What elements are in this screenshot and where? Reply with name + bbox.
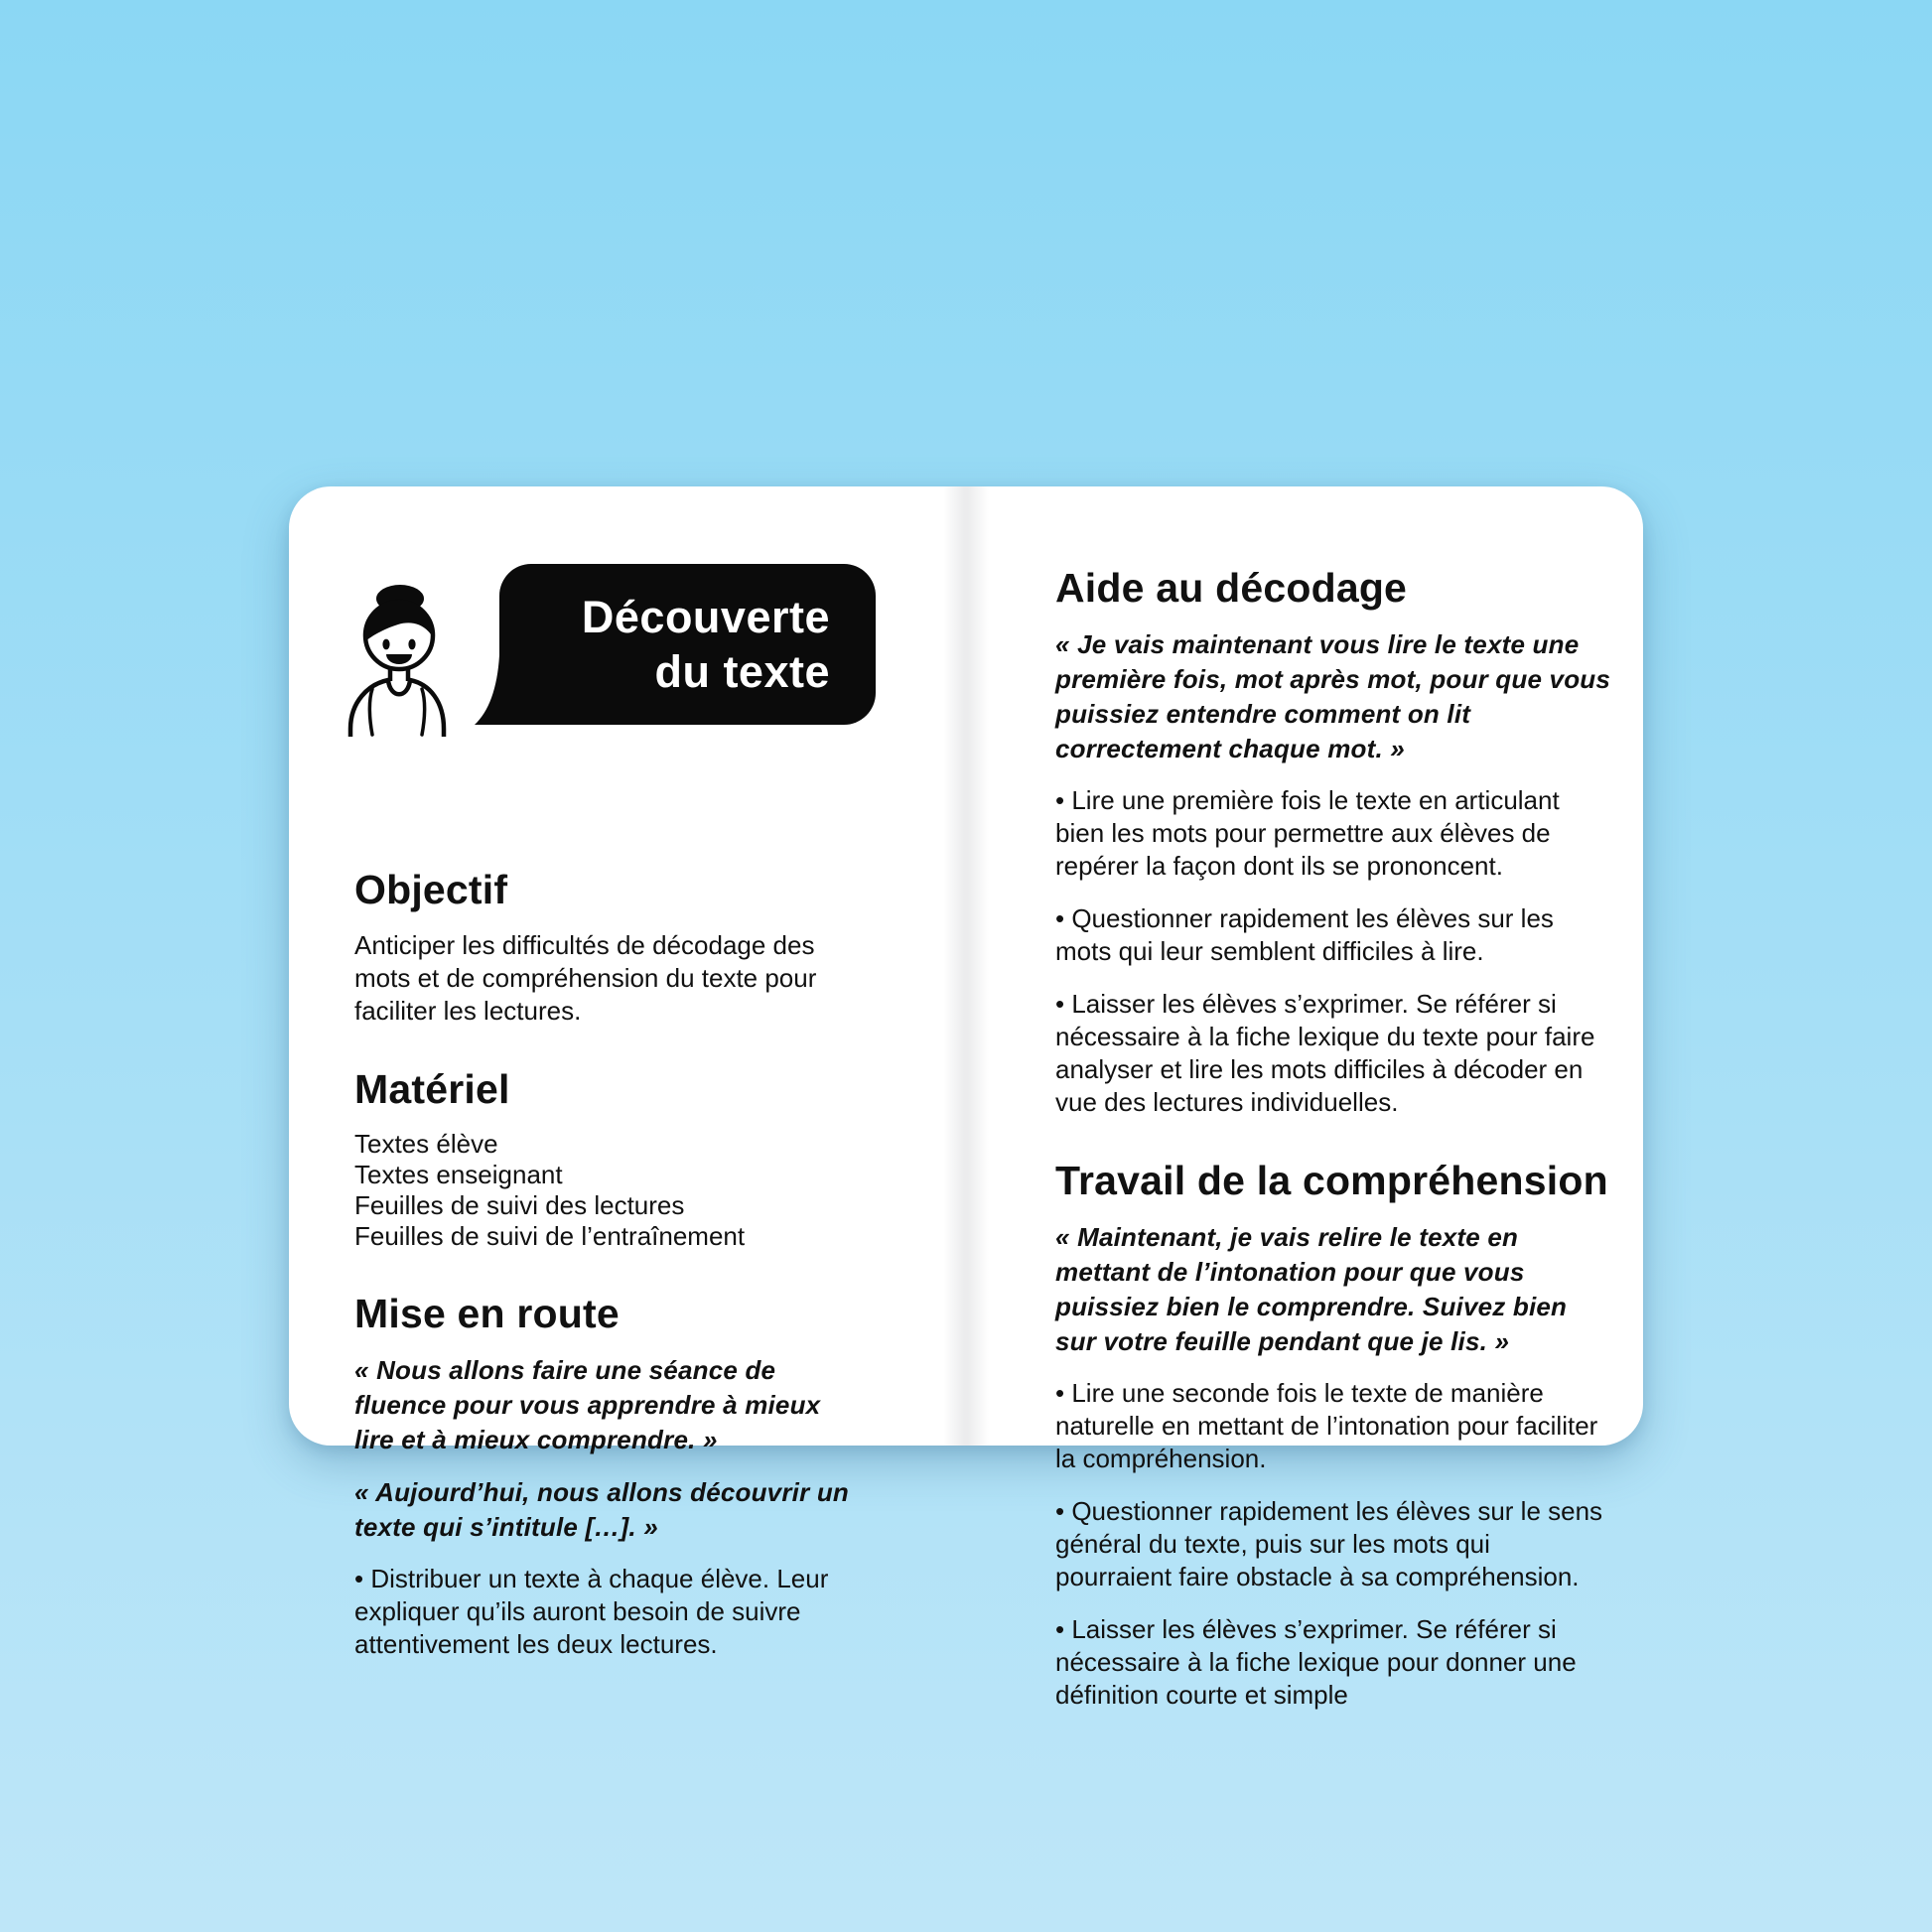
instruction-bullet: • Lire une première fois le texte en articulant bien les mots pour permettre aux élèves de repérer la façon dont ils se prononcent. <box>1055 785 1560 881</box>
speech-bubble-tail-icon <box>475 655 499 725</box>
instruction-bullet: • Laisser les élèves s’exprimer. Se référer si nécessaire à la fiche lexique du texte pour faire analyser et lire les mots difficiles à décoder en vue des lectures individuelles. <box>1055 989 1595 1117</box>
right-page <box>1055 564 1611 1731</box>
materiel-item: Feuilles de suivi de l’entraînement <box>354 1221 746 1251</box>
materiel-item: Textes enseignant <box>354 1160 563 1189</box>
left-page <box>354 564 859 1681</box>
mise-en-route-heading: Mise en route <box>354 1291 620 1336</box>
aide-decodage-heading: Aide au décodage <box>1055 565 1408 611</box>
teacher-script-quote: « Maintenant, je vais relire le texte en mettant de l’intonation pour que vous puissiez bien le comprendre. Suivez bien sur votre feuille pendant que je lis. » <box>1055 1222 1568 1356</box>
book-spread <box>289 486 1643 1710</box>
lesson-header <box>354 564 859 828</box>
lesson-title <box>582 590 830 699</box>
materiel-heading: Matériel <box>354 1066 510 1112</box>
teacher-script-quote: « Nous allons faire une séance de fluence pour vous apprendre à mieux lire et à mieux comprendre. » <box>354 1355 821 1454</box>
materiel-list <box>354 1129 859 1252</box>
lesson-title-line1: Découverte <box>581 592 830 642</box>
teacher-script-quote: « Aujourd’hui, nous allons découvrir un texte qui s’intitule […]. » <box>354 1477 849 1542</box>
materiel-item: Textes élève <box>354 1129 498 1159</box>
objectif-text: Anticiper les difficultés de décodage des mots et de compréhension du texte pour faciliter les lectures. <box>354 930 817 1026</box>
teacher-icon <box>343 584 452 737</box>
instruction-bullet: • Lire une seconde fois le texte de manière naturelle en mettant de l’intonation pour faciliter la compréhension. <box>1055 1378 1598 1473</box>
instruction-bullet: • Questionner rapidement les élèves sur les mots qui leur semblent difficiles à lire. <box>1055 903 1554 966</box>
lesson-title-line2: du texte <box>654 646 830 697</box>
objectif-heading: Objectif <box>354 867 508 912</box>
travail-comprehension-heading: Travail de la compréhension <box>1055 1158 1608 1203</box>
materiel-item: Feuilles de suivi des lectures <box>354 1190 685 1220</box>
instruction-bullet: • Laisser les élèves s’exprimer. Se référer si nécessaire à la fiche lexique pour donner une définition courte et simple <box>1055 1614 1577 1710</box>
book-spine <box>943 486 989 1446</box>
teacher-script-quote: « Je vais maintenant vous lire le texte une première fois, mot après mot, pour que vous puissiez entendre comment on lit correctement chaque mot. » <box>1055 629 1611 763</box>
instruction-bullet: • Questionner rapidement les élèves sur le sens général du texte, puis sur les mots qui pourraient faire obstacle à sa compréhension. <box>1055 1496 1603 1591</box>
speech-bubble <box>499 564 876 725</box>
instruction-bullet: • Distribuer un texte à chaque élève. Leur expliquer qu’ils auront besoin de suivre attentivement les deux lectures. <box>354 1564 829 1659</box>
